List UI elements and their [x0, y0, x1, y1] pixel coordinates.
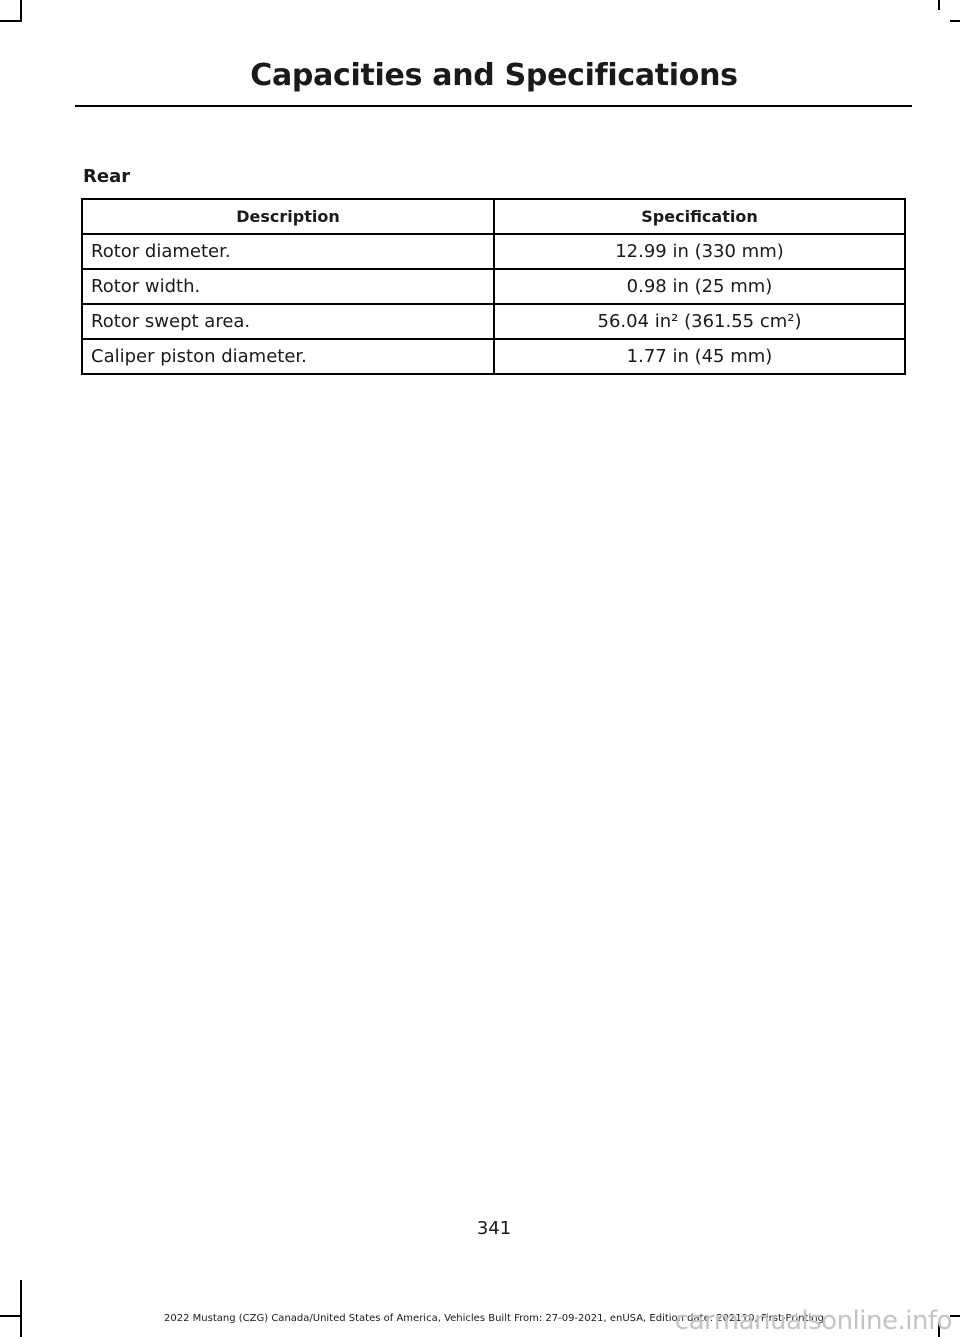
- crop-mark: [938, 0, 940, 10]
- page-title: Capacities and Specifications: [250, 58, 738, 93]
- column-header-specification: Specification: [494, 199, 905, 234]
- specification-cell: 56.04 in² (361.55 cm²): [494, 304, 905, 339]
- title-divider: [75, 105, 912, 107]
- table-header-row: [82, 199, 905, 234]
- watermark: carmanualsonline.info: [674, 1306, 952, 1336]
- crop-mark: [0, 20, 22, 22]
- column-header-description: Description: [82, 199, 494, 234]
- specification-table: [81, 198, 906, 375]
- specification-cell: 12.99 in (330 mm): [494, 234, 905, 269]
- table-row: [82, 234, 905, 269]
- specification-cell: 1.77 in (45 mm): [494, 339, 905, 374]
- description-cell: Rotor width.: [82, 269, 494, 304]
- table-row: [82, 339, 905, 374]
- footer-edition-info: 2022 Mustang (CZG) Canada/United States of America, Vehicles Built From: 27-09-2021, enUSA, Edition date: 202110, First-Printing: [164, 1313, 824, 1324]
- crop-mark: [950, 20, 960, 22]
- crop-mark: [20, 1280, 22, 1337]
- description-cell: Rotor swept area.: [82, 304, 494, 339]
- description-cell: Caliper piston diameter.: [82, 339, 494, 374]
- description-cell: Rotor diameter.: [82, 234, 494, 269]
- specification-cell: 0.98 in (25 mm): [494, 269, 905, 304]
- table-row: [82, 304, 905, 339]
- page-number: 341: [476, 1218, 512, 1239]
- crop-mark: [20, 0, 22, 22]
- table-row: [82, 269, 905, 304]
- section-heading: Rear: [83, 166, 131, 187]
